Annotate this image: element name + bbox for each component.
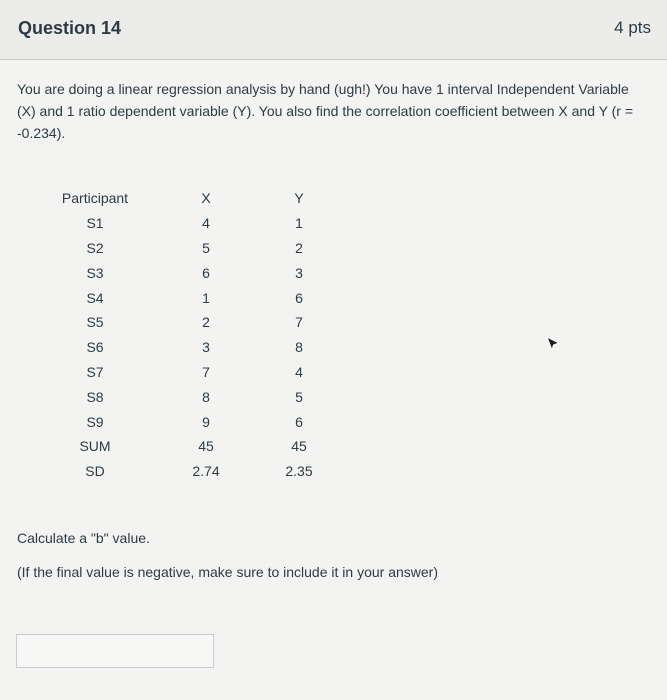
cell-x: 9 (202, 413, 210, 430)
negative-value-note: (If the final value is negative, make sure to include it in your answer) (17, 564, 438, 580)
cell-x: 8 (202, 388, 210, 405)
column-header-participant: Participant (61, 190, 129, 207)
cell-participant: S4 (86, 289, 104, 306)
cell-y: 8 (295, 339, 303, 356)
cell-participant: S8 (86, 388, 104, 405)
cell-participant: S5 (86, 314, 104, 331)
cell-participant: SD (85, 463, 105, 480)
cell-x: 4 (202, 215, 210, 232)
table-header-row (50, 186, 326, 211)
table-row (50, 360, 326, 385)
table-row (50, 211, 326, 236)
cell-participant: S7 (86, 363, 104, 380)
calculate-instruction: Calculate a "b" value. (17, 530, 150, 546)
question-prompt: You are doing a linear regression analysis by hand (ugh!) You have 1 interval Independent Variable (X) and 1 ratio dependent variable (Y). You also find the correlation coefficient between X and Y (r = -0.234). (17, 81, 634, 141)
column-header-x: X (201, 190, 211, 207)
cell-x: 6 (202, 264, 210, 281)
cell-x: 2.74 (192, 463, 220, 480)
table-row (50, 384, 326, 409)
cell-y: 7 (295, 314, 303, 331)
table-row (50, 260, 326, 285)
cell-x: 45 (198, 438, 214, 455)
cell-y: 5 (295, 388, 303, 405)
cell-y: 2 (295, 239, 303, 256)
cell-y: 3 (295, 264, 303, 281)
cell-participant: SUM (79, 438, 111, 455)
table-row (50, 335, 326, 360)
table-row-sd (50, 459, 326, 484)
question-header (0, 0, 667, 60)
cell-y: 2.35 (285, 463, 313, 480)
mouse-pointer-icon (546, 336, 560, 352)
table-row (50, 236, 326, 261)
question-points: 4 pts (614, 18, 651, 37)
cell-participant: S1 (86, 215, 104, 232)
table-row-sum (50, 434, 326, 459)
cell-y: 45 (291, 438, 307, 455)
data-table (50, 186, 326, 484)
cell-x: 2 (202, 314, 210, 331)
cell-x: 1 (202, 289, 210, 306)
cell-y: 4 (295, 363, 303, 380)
table-row (50, 409, 326, 434)
cell-participant: S9 (86, 413, 104, 430)
cell-x: 7 (202, 363, 210, 380)
table-row (50, 285, 326, 310)
cell-x: 5 (202, 239, 210, 256)
cell-participant: S6 (86, 339, 104, 356)
table-row (50, 310, 326, 335)
cell-y: 1 (295, 215, 303, 232)
answer-input[interactable] (16, 634, 214, 668)
cell-y: 6 (295, 413, 303, 430)
column-header-y: Y (294, 190, 304, 207)
cell-y: 6 (295, 289, 303, 306)
cell-x: 3 (202, 339, 210, 356)
cell-participant: S2 (86, 239, 104, 256)
cell-participant: S3 (86, 264, 104, 281)
question-title: Question 14 (18, 18, 122, 38)
